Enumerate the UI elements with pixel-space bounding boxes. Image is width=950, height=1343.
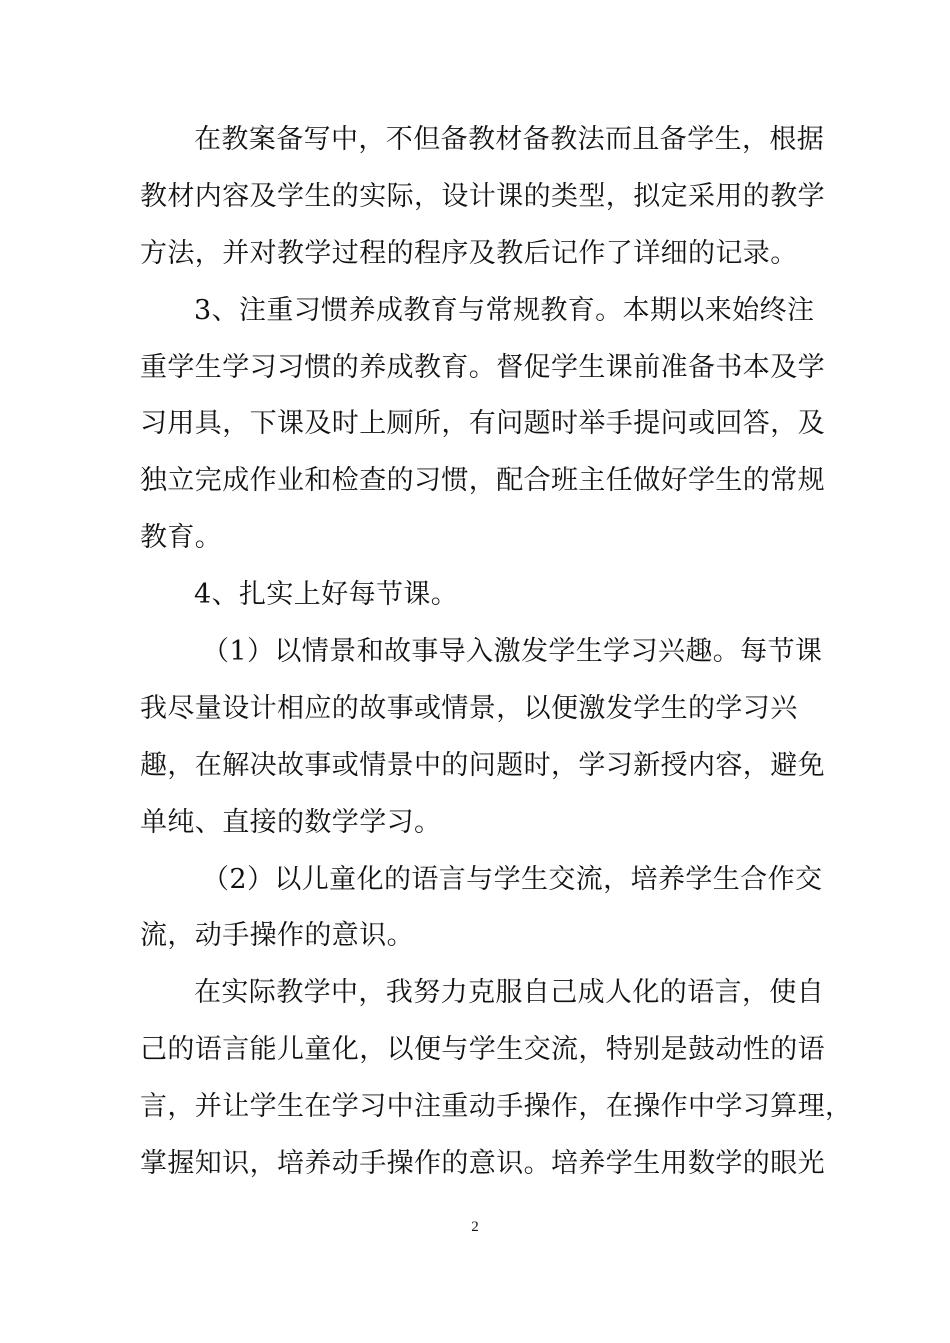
text-line: 己的语言能儿童化，以便与学生交流，特别是鼓动性的语 [140, 1034, 825, 1066]
text-line: （1）以情景和故事导入激发学生学习兴趣。每节课 [202, 636, 823, 668]
text-line: 趣，在解决故事或情景中的问题时，学习新授内容，避免 [140, 749, 825, 781]
text-line: 教材内容及学生的实际，设计课的类型，拟定采用的教学 [140, 180, 825, 212]
text-line: 在教案备写中，不但备教材备教法而且备学生，根据 [194, 124, 825, 155]
body-text [140, 112, 853, 1193]
text-line: 我尽量设计相应的故事或情景，以便激发学生的学习兴 [140, 692, 798, 724]
text-line: 流，动手操作的意识。 [140, 920, 414, 952]
text-line: 4、扎实上好每节课。 [194, 579, 459, 611]
text-line: 方法，并对教学过程的程序及教后记作了详细的记录。 [140, 237, 798, 269]
text-line: 言，并让学生在学习中注重动手操作，在操作中学习算理， [140, 1091, 853, 1123]
text-line: 教育。 [140, 522, 223, 554]
text-line: 重学生学习习惯的养成教育。督促学生课前准备书本及学 [140, 351, 825, 383]
text-line: 3、注重习惯养成教育与常规教育。本期以来始终注 [194, 294, 815, 326]
text-line: 在实际教学中，我努力克服自己成人化的语言，使自 [194, 977, 825, 1009]
text-line: 掌握知识，培养动手操作的意识。培养学生用数学的眼光 [140, 1148, 825, 1180]
text-line: 独立完成作业和检查的习惯，配合班主任做好学生的常规 [140, 465, 825, 497]
text-line: （2）以儿童化的语言与学生交流，培养学生合作交 [202, 863, 823, 895]
text-line: 单纯、直接的数学学习。 [140, 806, 442, 838]
page-number: 2 [471, 1219, 479, 1235]
text-line: 习用具，下课及时上厕所，有问题时举手提问或回答，及 [140, 408, 825, 440]
